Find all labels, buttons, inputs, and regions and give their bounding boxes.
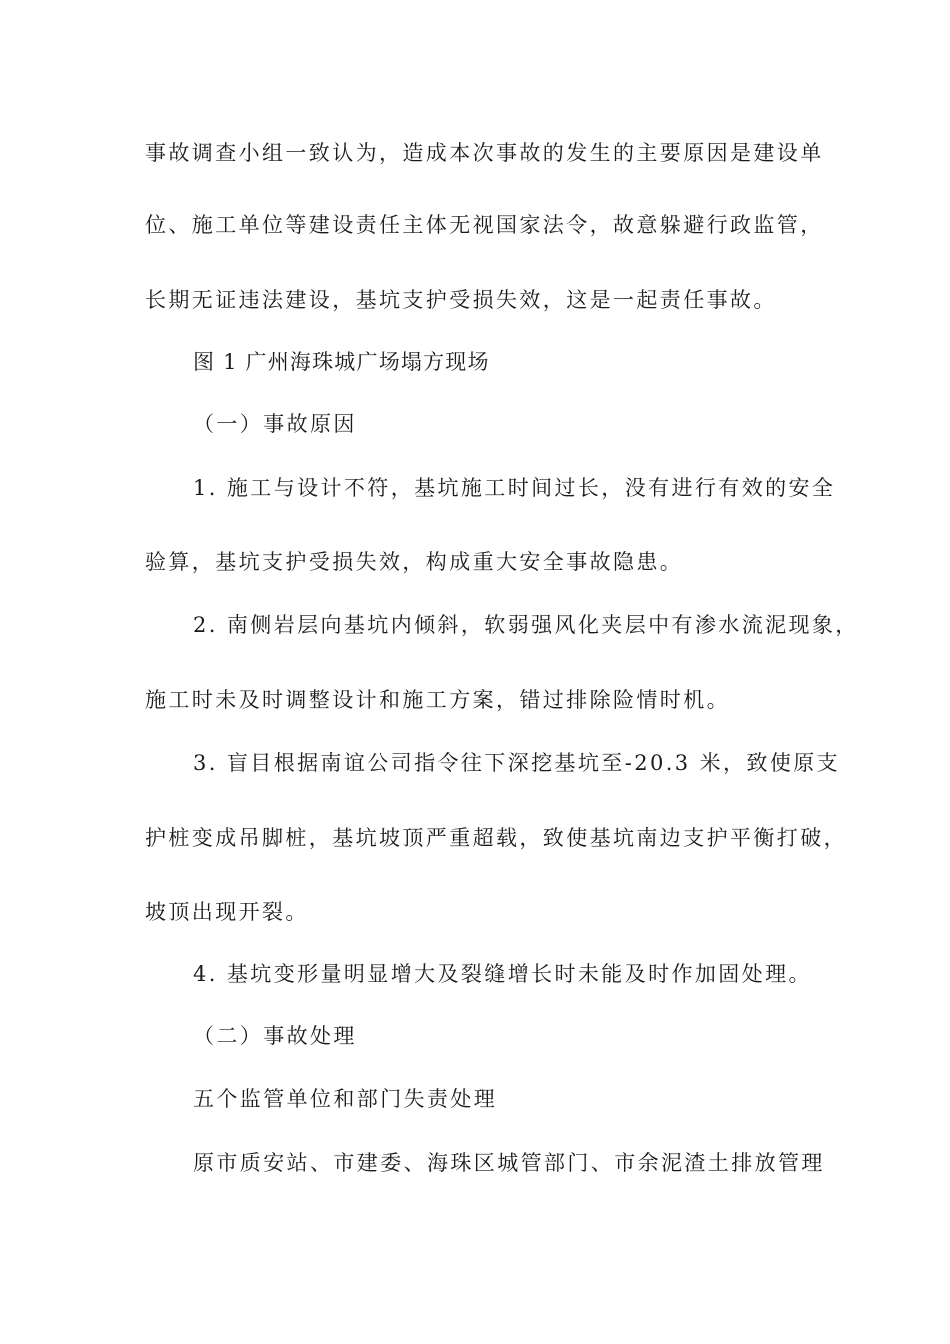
paragraph-line: 护桩变成吊脚桩，基坑坡顶严重超载，致使基坑南边支护平衡打破， xyxy=(145,826,847,850)
paragraph-line: 施工时未及时调整设计和施工方案，错过排除险情时机。 xyxy=(145,688,730,712)
list-item-4: 4. 基坑变形量明显增大及裂缝增长时未能及时作加固处理。 xyxy=(193,962,812,986)
list-item-2: 2. 南侧岩层向基坑内倾斜，软弱强风化夹层中有渗水流泥现象， xyxy=(193,613,859,637)
section-heading-causes: （一）事故原因 xyxy=(193,412,357,436)
paragraph-line: 事故调查小组一致认为，造成本次事故的发生的主要原因是建设单 xyxy=(145,141,824,165)
paragraph-line: 验算，基坑支护受损失效，构成重大安全事故隐患。 xyxy=(145,550,684,574)
list-item-3: 3. 盲目根据南谊公司指令往下深挖基坑至-20.3 米，致使原支 xyxy=(193,751,841,775)
paragraph-line: 原市质安站、市建委、海珠区城管部门、市余泥渣土排放管理 xyxy=(193,1151,825,1175)
list-item-1: 1. 施工与设计不符，基坑施工时间过长，没有进行有效的安全 xyxy=(193,476,836,500)
paragraph-line: 位、施工单位等建设责任主体无视国家法令，故意躲避行政监管， xyxy=(145,213,824,237)
subheading-line: 五个监管单位和部门失责处理 xyxy=(193,1087,498,1111)
paragraph-line: 长期无证违法建设，基坑支护受损失效，这是一起责任事故。 xyxy=(145,288,777,312)
figure-caption: 图 1 广州海珠城广场塌方现场 xyxy=(193,350,490,374)
paragraph-line: 坡顶出现开裂。 xyxy=(145,900,309,924)
section-heading-handling: （二）事故处理 xyxy=(193,1024,357,1048)
